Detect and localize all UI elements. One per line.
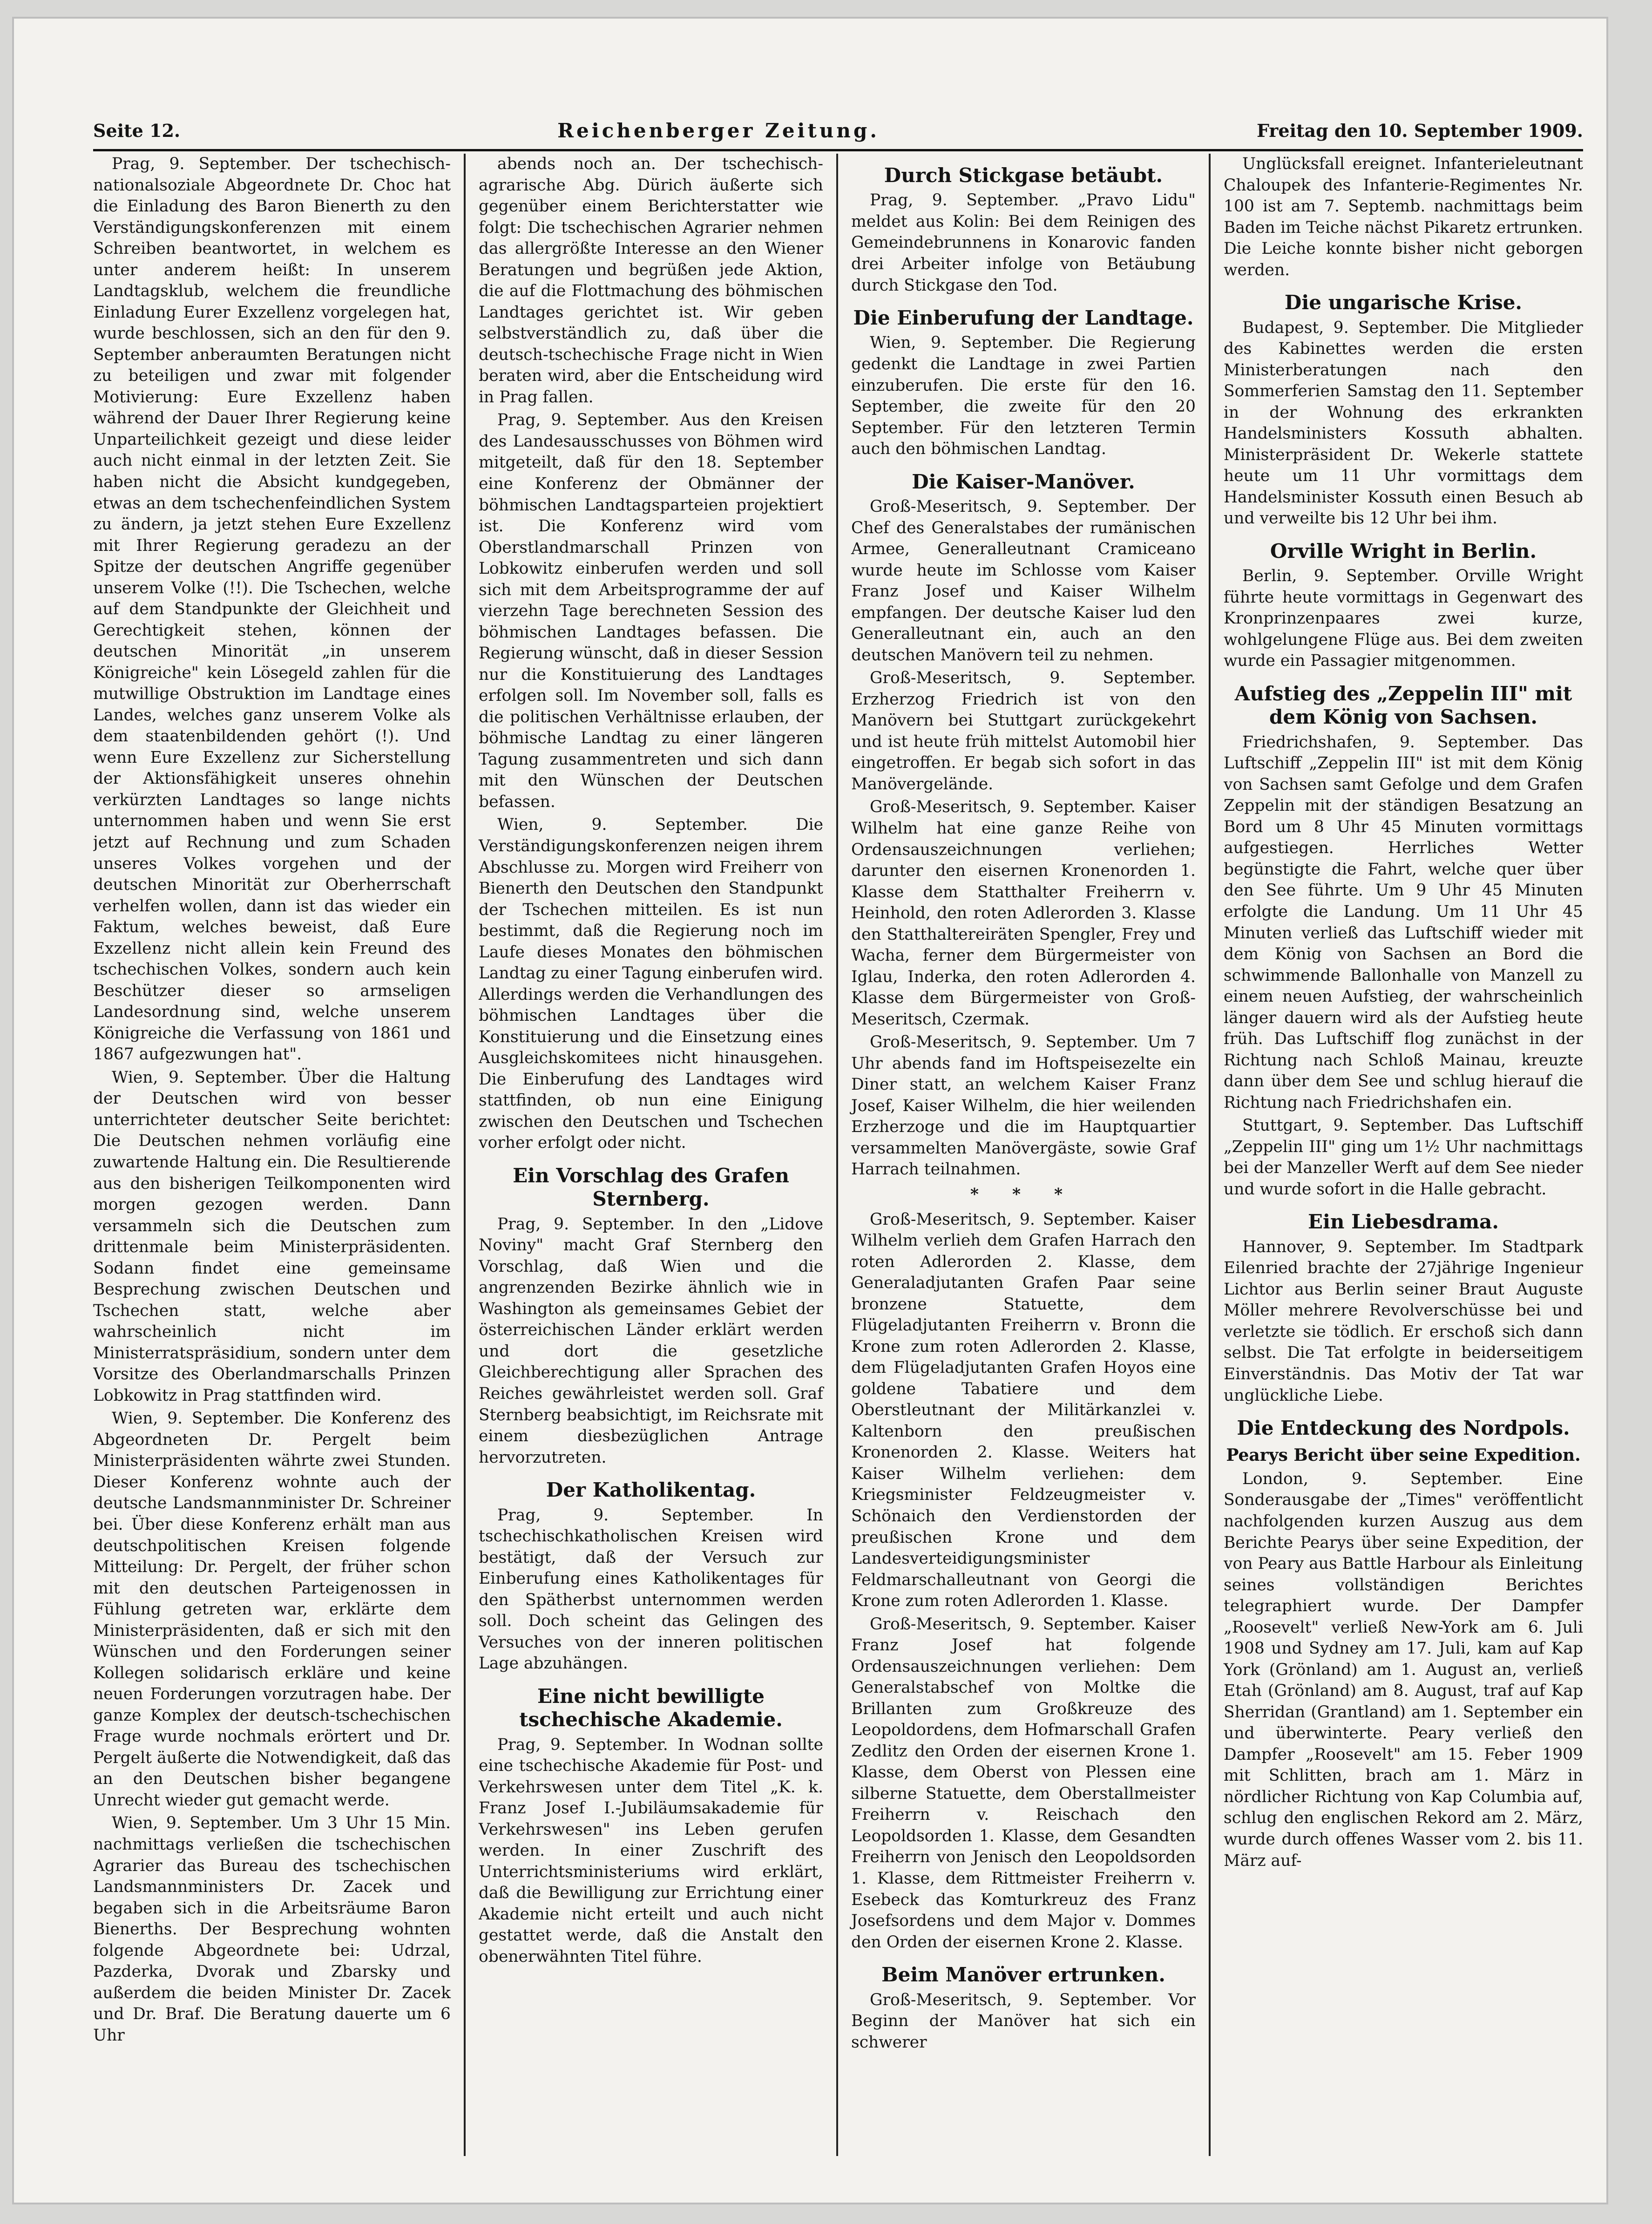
- article: [479, 1685, 823, 1968]
- article-heading: Die Einberufung der Landtage.: [853, 306, 1194, 330]
- newspaper-page: [14, 19, 1606, 2203]
- article: [851, 164, 1196, 296]
- article: [851, 306, 1196, 460]
- article-heading: Der Katholikentag.: [546, 1478, 756, 1502]
- article-paragraph: abends noch an. Der tschechisch-agrarische Abg. Dürich äußerte sich gegenüber einem Berichterstatter wie folgt: Die tschechischen Agrarier nehmen das allergrößte Interesse an den Wiener Beratungen und begrüßen jede Aktion, die auf die Flottmachung des böhmischen Landtages gerichtet ist. Wir geben selbstverständlich zu, daß über die deutsch-tschechische Frage nicht in Wien beraten wird, aber die Entscheidung wird in Prag fallen.: [479, 155, 823, 407]
- masthead: [93, 112, 1583, 151]
- column-4: [1211, 154, 1583, 2156]
- article-heading: Orville Wright in Berlin.: [1270, 539, 1537, 563]
- article-paragraph: Hannover, 9. September. Im Stadtpark Eilenried brachte der 27jährige Ingenieur Lichtor aus Berlin seiner Braut Auguste Möller mehrere Revolverschüsse bei und verletzte sie tödlich. Er erschoß sich dann selbst. Die Tat erfolgte in beiderseitigem Einverständnis. Das Motiv der Tat war unglückliche Liebe.: [1224, 1237, 1583, 1405]
- article-paragraph: Groß-Meseritsch, 9. September. Um 7 Uhr abends fand im Hoftspeisezelte ein Diner statt, an welchem Kaiser Franz Josef, Kaiser Wilhelm, die hier weilenden Erzherzoge und die im Hauptquartier versammelten Manövergäste, sowie Graf Harrach teilnahmen.: [851, 1033, 1196, 1179]
- article-heading: Die Entdeckung des Nordpols.: [1237, 1417, 1570, 1440]
- column-3: [838, 154, 1211, 2156]
- article-paragraph: Groß-Meseritsch, 9. September. Vor Beginn der Manöver hat sich ein schwerer: [851, 1990, 1196, 2052]
- column-2: [466, 154, 838, 2156]
- article-heading: Die ungarische Krise.: [1284, 291, 1523, 314]
- article-paragraph: Budapest, 9. September. Die Mitglieder des Kabinettes werden die ersten Ministerberatungen nach den Sommerferien Samstag den 11. September in der Wohnung des erkrankten Handelsministers Kossuth abhalten. Ministerpräsident Dr. Wekerle stattete heute um 11 Uhr vormittags dem Handelsminister Kossuth einen Besuch ab und verweilte bis 12 Uhr bei ihm.: [1224, 318, 1583, 528]
- article: [93, 154, 451, 2046]
- article: [1224, 682, 1583, 1200]
- article-paragraph: Groß-Meseritsch, 9. September. Kaiser Wilhelm verlieh dem Grafen Harrach den roten Adlerorden 2. Klasse, dem Generaladjutanten Grafen Paar seine bronzene Statuette, dem Flügeladjutanten Freiherrn v. Bronn die Krone zum roten Adlerorden 2. Klasse, dem Flügeladjutanten Grafen Hoyos eine goldene Tabatiere und dem Oberstleutnant der Militärkanzlei v. Kaltenborn den preußischen Kronenorden 2. Klasse. Weiters hat Kaiser Wilhelm verliehen: dem Kriegsminister Feldzeugmeister v. Schönaich den Verdienstorden der preußischen Krone und dem Landesverteidigungsminister Feldmarschalleutnant von Georgi die Krone zum roten Adlerorden 1. Klasse.: [851, 1210, 1196, 1611]
- article-paragraph: Wien, 9. September. Die Regierung gedenkt die Landtage in zwei Partien einzuberufen. Die erste für den 16. September, die zweite für den 20 September. Für den letzteren Termin auch den böhmischen Landtag.: [851, 333, 1196, 459]
- article-paragraph: Wien, 9. September. Die Verständigungskonferenzen neigen ihrem Abschlusse zu. Morgen wird Freiherr von Bienerth den Deutschen den Standpunkt der Tschechen mitteilen. Es ist nun bestimmt, daß die Regierung noch im Laufe dieses Monates den böhmischen Landtag zu einer Tagung einberufen wird. Allerdings werden die Verhandlungen des böhmischen Landtages über die Konstituierung und die Einsetzung eines Ausgleichskomitees nicht hinausgehen. Die Einberufung des Landtages wird stattfinden, ob nun eine Einigung zwischen den Deutschen und Tschechen vorher erfolgt oder nicht.: [479, 815, 824, 1153]
- issue-date: Freitag den 10. September 1909.: [1257, 120, 1583, 141]
- article: [851, 470, 1196, 1180]
- article-heading: Beim Manöver ertrunken.: [881, 1963, 1165, 1987]
- article-paragraph: Unglücksfall ereignet. Infanterieleutnant Chaloupek des Infanterie-Regimentes Nr. 100 ist am 7. Septemb. nachmittags beim Baden im Teiche nächst Pikaretz ertrunken. Die Leiche konnte bisher nicht geborgen werden.: [1224, 155, 1583, 279]
- article-paragraph: London, 9. September. Eine Sonderausgabe der „Times" veröffentlicht nachfolgenden kurzen Auszug aus dem Berichte Pearys über seine Expedition, der von Peary aus Battle Harbour als Einleitung seines vollständigen Berichtes telegraphiert wurde. Der Dampfer „Roosevelt" verließ New-York am 6. Juli 1908 und Sydney am 17. Juli, kam auf Kap York (Grönland) am 1. August an, verließ Etah (Grönland) am 8. August, traf auf Kap Sherridan (Grantland) am 1. September ein und überwinterte. Peary verließ den Dampfer „Roosevelt" am 15. Feber 1909 mit Schlitten, brach am 1. März in nördlicher Richtung von Kap Columbia auf, schlug den englischen Rekord am 2. März, wurde durch offenes Wasser vom 2. bis 11. März auf-: [1224, 1469, 1583, 1870]
- article-paragraph: Wien, 9. September. Die Konferenz des Abgeordneten Dr. Pergelt beim Ministerpräsidenten währte zwei Stunden. Dieser Konferenz wohnte auch der deutsche Landsmannminister Dr. Schreiner bei. Über diese Konferenz erhält man aus deutschpolitischen Kreisen folgende Mitteilung: Dr. Pergelt, der früher schon mit den deutschen Parteigenossen in Fühlung getreten war, erklärte dem Ministerpräsidenten, daß er sich mit den Wünschen und den Forderungen seiner Kollegen solidarisch erkläre und keine neuen Forderungen vorzutragen habe. Der ganze Komplex der deutsch-tschechischen Frage wurde nochmals erörtert und Dr. Pergelt äußerte die Notwendigkeit, daß das an den Deutschen bisher begangene Unrecht wieder gut gemacht werde.: [93, 1409, 451, 1810]
- article-heading: Ein Liebesdrama.: [1307, 1210, 1499, 1234]
- section-separator: * * *: [970, 1185, 1077, 1204]
- article-heading: Aufstieg des „Zeppelin III" mit dem König von Sachsen.: [1234, 682, 1572, 729]
- page-number: Seite 12.: [93, 120, 181, 141]
- article: [479, 1478, 823, 1675]
- article-heading: Eine nicht bewilligte tschechische Akademie.: [519, 1684, 783, 1731]
- article-columns: [93, 154, 1583, 2156]
- article-subheading: Pearys Bericht über seine Expedition.: [1226, 1445, 1581, 1465]
- article-paragraph: Groß-Meseritsch, 9. September. Kaiser Franz Josef hat folgende Ordensauszeichnungen verliehen: Dem Generalstabschef von Moltke die Brillanten zum Großkreuze des Leopoldordens, dem Hofmarschall Grafen Zedlitz den Orden der eisernen Krone 1. Klasse, dem Oberst von Plessen eine silberne Statuette, dem Oberstallmeister Freiherrn v. Reischach den Leopoldsorden 1. Klasse, dem Gesandten Freiherrn von Jenisch den Leopoldsorden 1. Klasse, dem Rittmeister Freiherrn v. Esebeck das Komturkreuz des Franz Josefsordens und dem Major v. Dommes den Orden der eisernen Krone 2. Klasse.: [851, 1614, 1196, 1952]
- article-heading: Die Kaiser-Manöver.: [912, 470, 1135, 493]
- article: [1224, 154, 1583, 281]
- article: [851, 1184, 1196, 1953]
- article-paragraph: Groß-Meseritsch, 9. September. Erzherzog Friedrich ist von den Manövern bei Stuttgart zurückgekehrt und ist heute früh mittelst Automobil hier eingetroffen. Er begab sich sofort in das Manövergelände.: [851, 669, 1196, 793]
- article: [1224, 1417, 1583, 1871]
- article-paragraph: Stuttgart, 9. September. Das Luftschiff „Zeppelin III" ging um 1½ Uhr nachmittags bei der Manzeller Werft auf dem See nieder und wurde sofort in die Halle gebracht.: [1224, 1116, 1583, 1199]
- article-paragraph: Wien, 9. September. Um 3 Uhr 15 Min. nachmittags verließen die tschechischen Agrarier das Bureau des tschechischen Landsmannministers Dr. Zacek und begaben sich in die Arbeitsräume Baron Bienerths. Der Besprechung wohnten folgende Abgeordnete bei: Udrzal, Pazderka, Dvorak und Zbarsky und außerdem die beiden Minister Dr. Zacek und Dr. Braf. Die Beratung dauerte um 6 Uhr: [93, 1814, 451, 2045]
- newspaper-title: Reichenberger Zeitung.: [557, 119, 880, 142]
- article-paragraph: Prag, 9. September. Der tschechisch-nationalsoziale Abgeordnete Dr. Choc hat die Einladung des Baron Bienerth zu den Verständigungskonferenzen mit einem Schreiben beantwortet, in welchem es unter anderem heißt: In unserem Landtagsklub, welchem die freundliche Einladung Eurer Exzellenz vorgelegen hat, wurde beschlossen, sich an den für den 9. September anberaumten Beratungen nicht zu beteiligen und zwar mit folgender Motivierung: Eure Exzellenz haben während der Dauer Ihrer Regierung keine Unparteilichkeit gezeigt und diese leider auch nicht einmal in der letzten Zeit. Sie haben nicht die Absicht kundgegeben, etwas an dem tschechenfeindlichen System zu ändern, ja jetzt stehen Eure Exzellenz mit Ihrer Regierung geradezu an der Spitze der deutschen Angriffe gegenüber unserem Volke (!!). Die Tschechen, welche auf dem Standpunkte der Gleichheit und Gerechtigkeit stehen, können der deutschen Minorität „in unserem Königreiche" kein Lösegeld zahlen für die mutwillige Obstruktion im Landtage eines Landes, welches ganz unserem Volke als dem staatenbildenden gehört (!). Und wenn Eure Exzellenz zur Sicherstellung der Aktionsfähigkeit unseres ohnehin verkürzten Landtages so lange nichts unternommen haben und wenn Sie erst jetzt auf Rechnung und zum Schaden unseres Volkes vorgehen und der deutschen Minorität zur Oberherrschaft verhelfen wollen, dann ist das wieder ein Faktum, welches beweist, daß Eure Exzellenz nicht allein kein Freund des tschechischen Volkes, sondern auch kein Beschützer dieser so armseligen Landesordnung sind, welche unserem Königreiche die Verfassung von 1861 und 1867 aufgezwungen hat".: [93, 155, 451, 1064]
- article-paragraph: Groß-Meseritsch, 9. September. Der Chef des Generalstabes der rumänischen Armee, Generalleutnant Cramiceano wurde heute im Schlosse vom Kaiser Franz Josef und Kaiser Wilhelm empfangen. Der deutsche Kaiser lud den Generalleutnant ein, auch an den deutschen Manövern teil zu nehmen.: [851, 497, 1196, 664]
- article-paragraph: Groß-Meseritsch, 9. September. Kaiser Wilhelm hat eine ganze Reihe von Ordensauszeichnungen verliehen; darunter den eisernen Kronenorden 1. Klasse dem Statthalter Freiherrn v. Heinhold, den roten Adlerorden 3. Klasse den Statthaltereiräten Spengler, Frey und Wacha, ferner dem Bürgermeister von Iglau, Inderka, den roten Adlerorden 4. Klasse dem Bürgermeister von Groß-Meseritsch, Czermak.: [851, 798, 1196, 1029]
- article: [1224, 291, 1583, 529]
- article: [1224, 1210, 1583, 1406]
- article-paragraph: Prag, 9. September. In tschechischkatholischen Kreisen wird bestätigt, daß der Versuch zur Einberufung eines Katholikentages für den Spätherbst unternommen werden soll. Doch scheint das Gelingen des Versuches von der inneren politischen Lage abzuhängen.: [479, 1505, 823, 1673]
- article-heading: Durch Stickgase betäubt.: [884, 164, 1163, 187]
- article-paragraph: Prag, 9. September. In den „Lidove Noviny" macht Graf Sternberg den Vorschlag, daß Wien und die angrenzenden Bezirke ähnlich wie in Washington als gemeinsames Gebiet der österreichischen Länder erklärt werden und dort die gesetzliche Gleichberechtigung aller Sprachen des Reiches gewährleistet werden soll. Graf Sternberg beabsichtigt, im Reichsrate mit einem diesbezüglichen Antrage hervorzutreten.: [479, 1214, 823, 1467]
- article: [479, 1164, 823, 1468]
- article: [479, 154, 823, 1154]
- article-paragraph: Berlin, 9. September. Orville Wright führte heute vormittags in Gegenwart des Kronprinzenpaares zwei kurze, wohlgelungene Flüge aus. Bei dem zweiten wurde ein Passagier mitgenommen.: [1224, 567, 1583, 671]
- article-paragraph: Prag, 9. September. In Wodnan sollte eine tschechische Akademie für Post- und Verkehrswesen unter dem Titel „K. k. Franz Josef I.-Jubiläumsakademie für Verkehrswesen" ins Leben gerufen werden. In einer Zuschrift des Unterrichtsministeriums wird erklärt, daß die Bewilligung zur Errichtung einer Akademie nicht erteilt und auch nicht gestattet werde, daß die Anstalt den obenerwähnten Titel führe.: [479, 1735, 823, 1966]
- article-paragraph: Wien, 9. September. Über die Haltung der Deutschen wird von besser unterrichteter deutscher Seite berichtet: Die Deutschen nehmen vorläufig eine zuwartende Haltung ein. Die Resultierende aus den bisherigen Teilkomponenten wird morgen gezogen werden. Dann versammeln sich die Deutschen zum drittenmale beim Ministerpräsidenten. Sodann findet eine gemeinsame Besprechung zwischen Deutschen und Tschechen statt, welche aber wahrscheinlich nicht im Ministerratspräsidium, sondern unter dem Vorsitze des Oberlandmarschalls Prinzen Lobkowitz in Prag stattfinden wird.: [93, 1068, 451, 1405]
- article: [1224, 540, 1583, 672]
- article: [851, 1963, 1196, 2053]
- article-paragraph: Friedrichshafen, 9. September. Das Luftschiff „Zeppelin III" ist mit dem König von Sachsen samt Gefolge und dem Grafen Zeppelin mit der ständigen Besatzung an Bord um 8 Uhr 45 Minuten vormittags aufgestiegen. Herrliches Wetter begünstigte die Fahrt, welche quer über den See führte. Um 9 Uhr 45 Minuten erfolgte die Landung. Um 11 Uhr 45 Minuten verließ das Luftschiff wieder mit dem König von Sachsen an Bord die schwimmende Ballonhalle von Manzell zu einem neuen Aufstieg, der wahrscheinlich länger dauern wird als der Aufstieg heute früh. Das Luftschiff flog zunächst in der Richtung nach Schloß Mainau, kreuzte dann über dem See und schlug hierauf die Richtung nach Friedrichshafen ein.: [1224, 732, 1583, 1112]
- article-paragraph: Prag, 9. September. „Pravo Lidu" meldet aus Kolin: Bei dem Reinigen des Gemeindebrunnens in Konarovic fanden drei Arbeiter infolge von Betäubung durch Stickgase den Tod.: [851, 191, 1196, 295]
- article-heading: Ein Vorschlag des Grafen Sternberg.: [513, 1164, 789, 1211]
- column-1: [93, 154, 466, 2156]
- article-paragraph: Prag, 9. September. Aus den Kreisen des Landesausschusses von Böhmen wird mitgeteilt, daß für den 18. September eine Konferenz der Obmänner der böhmischen Landtagsparteien projektiert ist. Die Konferenz wird vom Oberstlandmarschall Prinzen von Lobkowitz einberufen werden und soll sich mit dem Arbeitsprogramme der auf vierzehn Tage berechneten Session des böhmischen Landtages befassen. Die Regierung wünscht, daß in dieser Session nur die Konstituierung des Landtages erfolgen soll. Im November soll, falls es die politischen Verhältnisse erlauben, der böhmische Landtag zu einer längeren Tagung zusammentreten und sich dann mit den Wünschen der Deutschen befassen.: [479, 411, 823, 811]
